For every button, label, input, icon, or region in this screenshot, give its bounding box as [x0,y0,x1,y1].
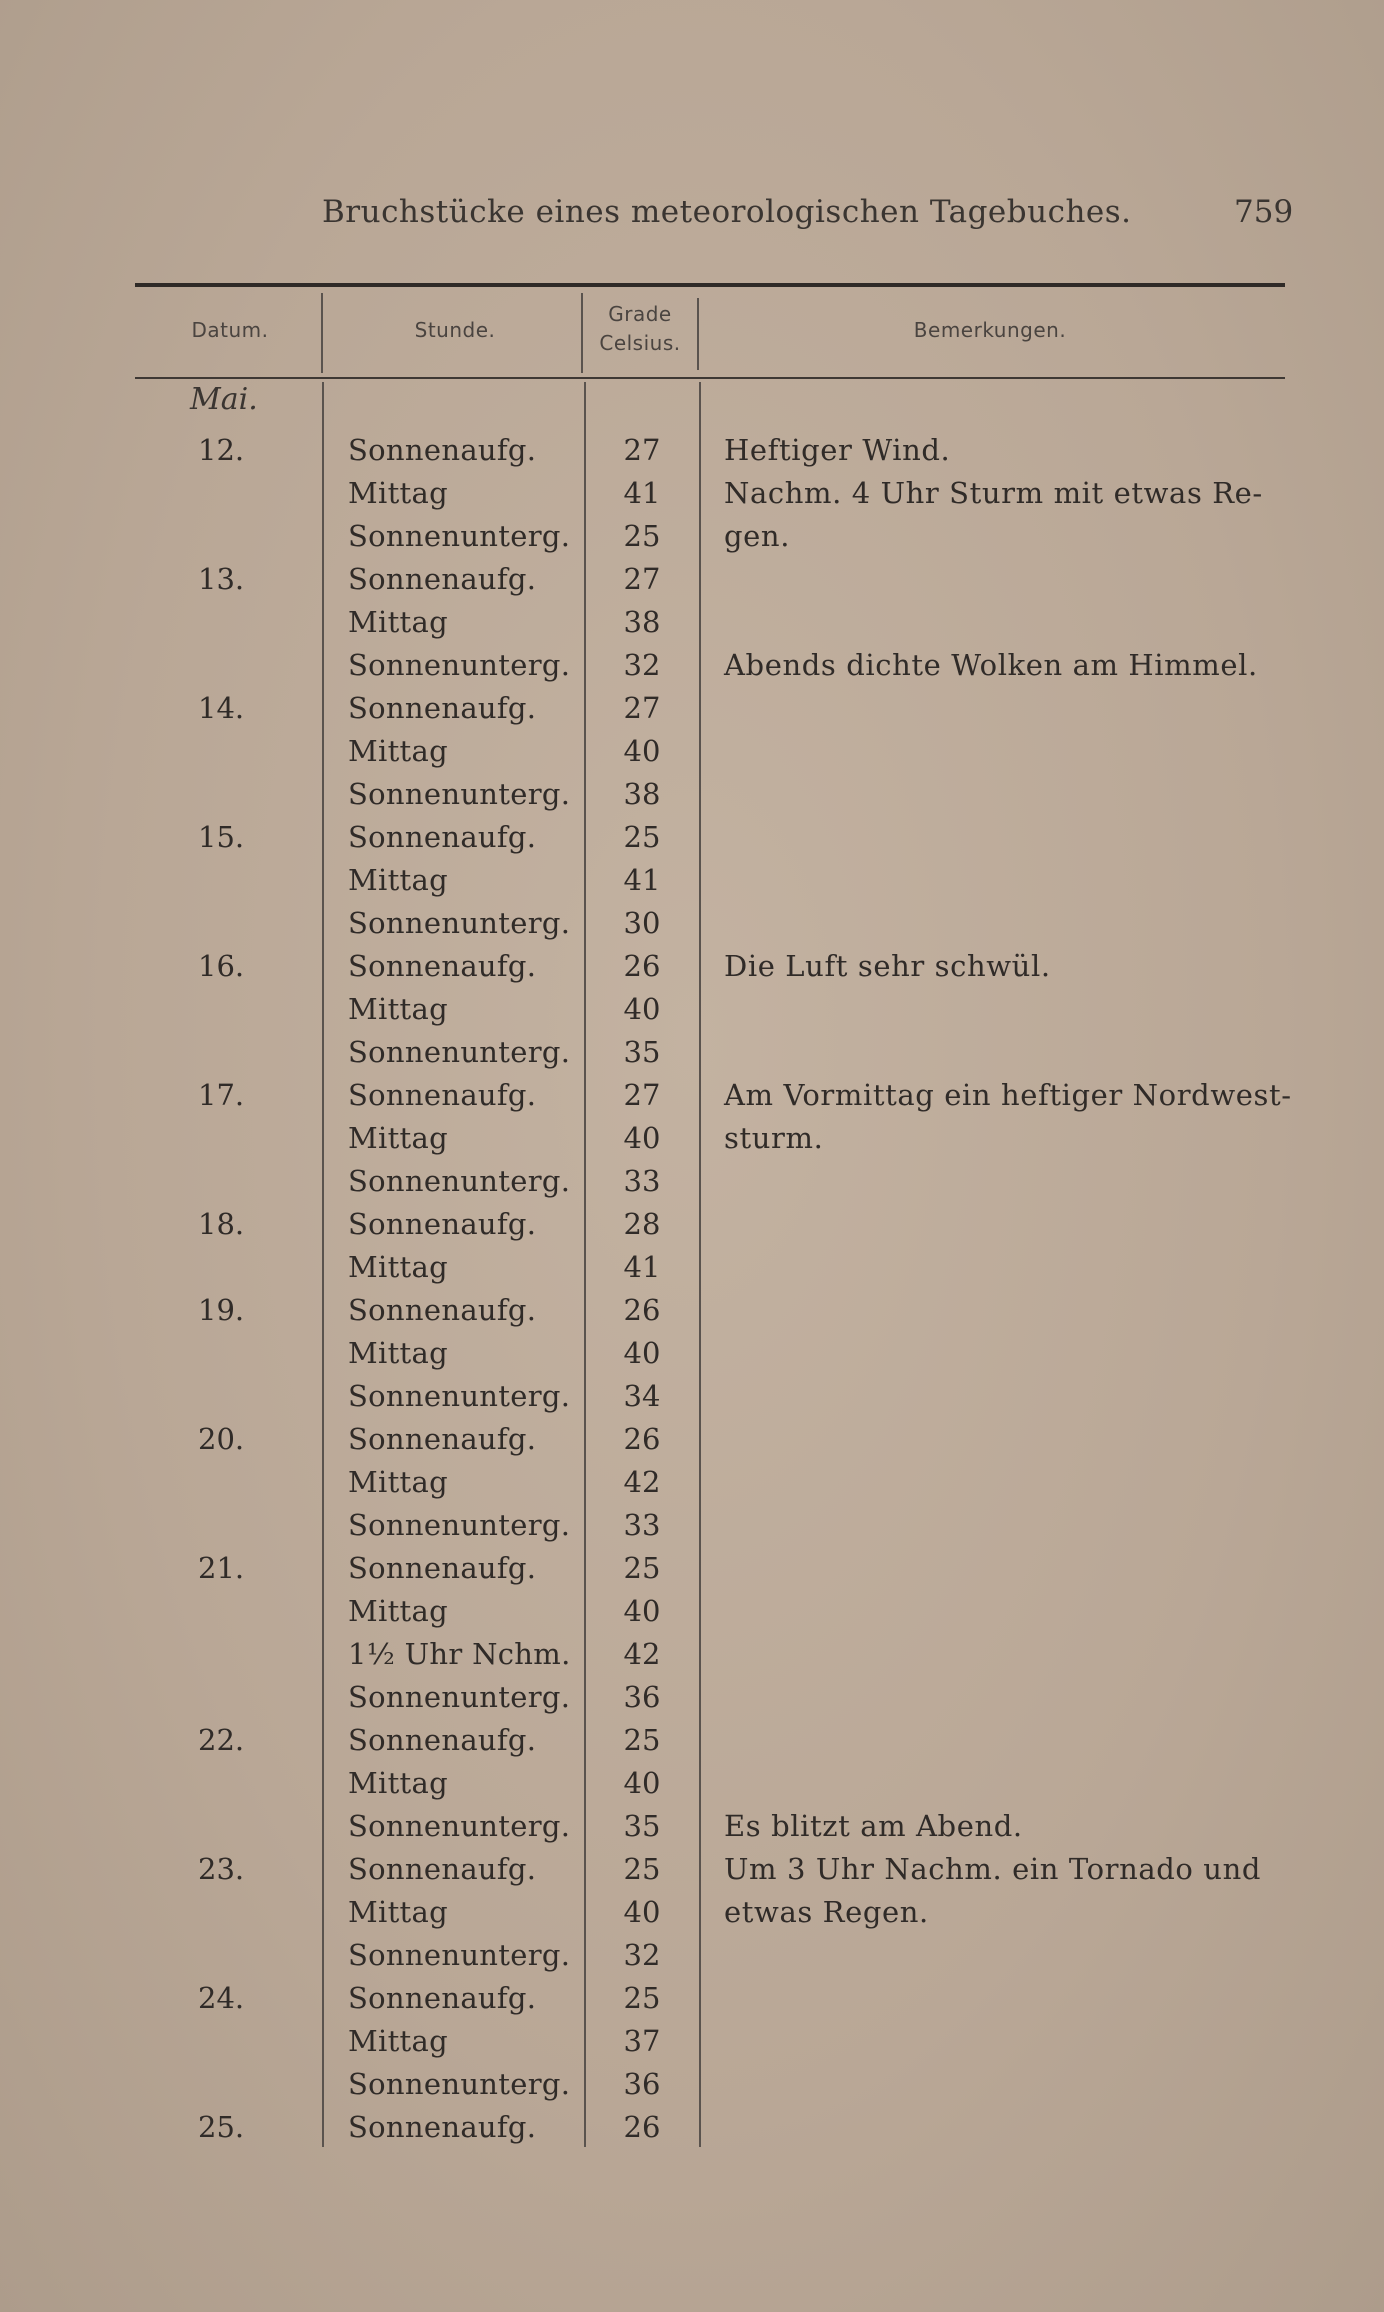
date-cell: 25. [198,2110,245,2144]
temperature-cell: 27 [623,562,661,596]
time-cell: Sonnenaufg. [348,1723,537,1757]
time-cell: Sonnenunterg. [348,1508,571,1542]
column-divider-1 [322,382,324,2147]
remark-cell: Abends dichte Wolken am Himmel. [724,648,1258,682]
time-cell: Mittag [348,2024,448,2058]
date-cell: 24. [198,1981,245,2015]
column-header-celsius: Celsius. [599,331,681,355]
remark-cell: Heftiger Wind. [724,433,951,467]
running-title: Bruchstücke eines meteorologischen Tagebuches. [322,194,1132,230]
time-cell: Sonnenunterg. [348,1938,571,1972]
temperature-cell: 26 [623,2110,661,2144]
table-top-rule [135,283,1285,287]
column-divider-2 [584,382,586,2147]
temperature-cell: 25 [623,1551,661,1585]
temperature-cell: 27 [623,691,661,725]
temperature-cell: 36 [623,2067,661,2101]
time-cell: Mittag [348,1465,448,1499]
table-header-rule [135,377,1285,379]
time-cell: Mittag [348,863,448,897]
time-cell: Sonnenunterg. [348,777,571,811]
temperature-cell: 30 [623,906,661,940]
month-label: Mai. [190,382,258,417]
temperature-cell: 27 [623,433,661,467]
time-cell: Mittag [348,605,448,639]
temperature-cell: 40 [623,1121,661,1155]
remark-cell: Am Vormittag ein heftiger Nordwest- [724,1078,1292,1112]
time-cell: Sonnenunterg. [348,1035,571,1069]
date-cell: 18. [198,1207,245,1241]
time-cell: Sonnenaufg. [348,1852,537,1886]
remark-cell: Nachm. 4 Uhr Sturm mit etwas Re- [724,476,1263,510]
temperature-cell: 41 [623,863,661,897]
temperature-cell: 33 [623,1164,661,1198]
time-cell: Sonnenaufg. [348,820,537,854]
temperature-cell: 42 [623,1637,661,1671]
remark-cell: Die Luft sehr schwül. [724,949,1051,983]
time-cell: Sonnenaufg. [348,949,537,983]
temperature-cell: 27 [623,1078,661,1112]
date-cell: 19. [198,1293,245,1327]
temperature-cell: 35 [623,1035,661,1069]
temperature-cell: 32 [623,1938,661,1972]
temperature-cell: 32 [623,648,661,682]
temperature-cell: 36 [623,1680,661,1714]
time-cell: Sonnenaufg. [348,1981,537,2015]
remark-cell: gen. [724,519,791,553]
temperature-cell: 25 [623,1852,661,1886]
temperature-cell: 37 [623,2024,661,2058]
time-cell: Sonnenunterg. [348,648,571,682]
temperature-cell: 25 [623,1723,661,1757]
time-cell: Mittag [348,1594,448,1628]
temperature-cell: 40 [623,992,661,1026]
temperature-cell: 25 [623,519,661,553]
time-cell: Sonnenunterg. [348,1164,571,1198]
temperature-cell: 26 [623,1422,661,1456]
temperature-cell: 34 [623,1379,661,1413]
temperature-cell: 40 [623,1594,661,1628]
temperature-cell: 26 [623,1293,661,1327]
time-cell: Mittag [348,1250,448,1284]
column-header-stunde: Stunde. [414,318,496,342]
temperature-cell: 33 [623,1508,661,1542]
temperature-cell: 40 [623,734,661,768]
column-header-datum: Datum. [191,318,269,342]
temperature-cell: 28 [623,1207,661,1241]
date-cell: 13. [198,562,245,596]
temperature-cell: 35 [623,1809,661,1843]
time-cell: Sonnenunterg. [348,2067,571,2101]
time-cell: Sonnenaufg. [348,1207,537,1241]
date-cell: 12. [198,433,245,467]
time-cell: Mittag [348,992,448,1026]
temperature-cell: 40 [623,1336,661,1370]
column-header-bemerkungen: Bemerkungen. [913,318,1067,342]
page-number: 759 [1234,194,1294,230]
time-cell: Sonnenunterg. [348,1379,571,1413]
time-cell: Sonnenunterg. [348,1809,571,1843]
temperature-cell: 42 [623,1465,661,1499]
temperature-cell: 38 [623,777,661,811]
time-cell: Sonnenunterg. [348,906,571,940]
time-cell: Sonnenaufg. [348,433,537,467]
date-cell: 21. [198,1551,245,1585]
header-divider-3 [697,298,699,370]
remark-cell: sturm. [724,1121,824,1155]
time-cell: Sonnenaufg. [348,1293,537,1327]
time-cell: Mittag [348,1895,448,1929]
time-cell: Sonnenaufg. [348,1078,537,1112]
temperature-cell: 41 [623,1250,661,1284]
time-cell: Sonnenaufg. [348,1422,537,1456]
time-cell: Mittag [348,1766,448,1800]
date-cell: 23. [198,1852,245,1886]
temperature-cell: 25 [623,1981,661,2015]
time-cell: Mittag [348,476,448,510]
time-cell: Sonnenaufg. [348,1551,537,1585]
temperature-cell: 41 [623,476,661,510]
temperature-cell: 25 [623,820,661,854]
time-cell: Mittag [348,1121,448,1155]
remark-cell: Um 3 Uhr Nachm. ein Tornado und [724,1852,1262,1886]
header-divider-2 [581,293,583,373]
date-cell: 16. [198,949,245,983]
date-cell: 15. [198,820,245,854]
temperature-cell: 26 [623,949,661,983]
time-cell: 1½ Uhr Nchm. [348,1637,571,1671]
time-cell: Sonnenaufg. [348,691,537,725]
temperature-cell: 40 [623,1766,661,1800]
column-divider-3 [699,382,701,2147]
date-cell: 14. [198,691,245,725]
temperature-cell: 40 [623,1895,661,1929]
time-cell: Sonnenunterg. [348,1680,571,1714]
time-cell: Sonnenaufg. [348,2110,537,2144]
time-cell: Mittag [348,734,448,768]
temperature-cell: 38 [623,605,661,639]
date-cell: 17. [198,1078,245,1112]
remark-cell: Es blitzt am Abend. [724,1809,1023,1843]
remark-cell: etwas Regen. [724,1895,929,1929]
header-divider-1 [321,293,323,373]
date-cell: 22. [198,1723,245,1757]
time-cell: Sonnenaufg. [348,562,537,596]
column-header-grade: Grade [608,302,672,326]
date-cell: 20. [198,1422,245,1456]
time-cell: Mittag [348,1336,448,1370]
time-cell: Sonnenunterg. [348,519,571,553]
